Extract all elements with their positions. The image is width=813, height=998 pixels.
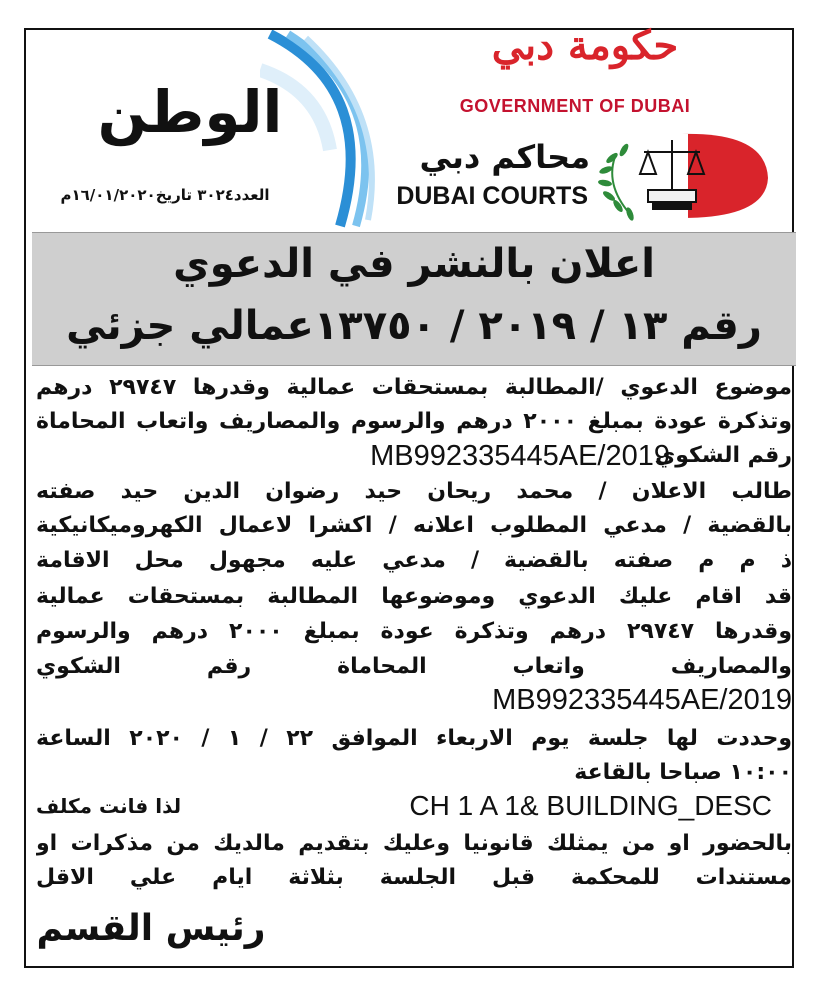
body-line: ١٠:٠٠ صباحا بالقاعة [574,760,792,785]
al-watan-newspaper-logo: الوطن [97,78,283,146]
body-line: وقدرها ٢٩٧٤٧ درهم وتذكرة عودة بمبلغ ٢٠٠٠ درهم والرسوم [36,619,792,644]
body-line: طالب الاعلان / محمد ريحان حيد رضوان الدين حيد صفته [36,479,792,504]
notice-title: اعلان بالنشر في الدعوي [173,241,655,287]
hall-row [36,790,792,822]
body-line: وحددت لها جلسة يوم الاربعاء الموافق ٢٢ / ١ / ٢٠٢٠ الساعة [36,726,792,751]
dubai-courts-english: DUBAI COURTS [396,182,588,210]
body-line: بالقضية / مدعي المطلوب اعلانه / اكشرا لاعمال الكهروميكانيكية [36,513,792,538]
complaint-number-row [36,440,792,472]
case-number: رقم ١٣ / ٢٠١٩ / ١٣٧٥٠عمالي جزئي [66,303,762,349]
complaint-number: MB992335445AE/2019 [370,440,670,472]
body-line: ذ م م صفته بالقضية / مدعي عليه مجهول محل الاقامة [36,548,792,573]
dubai-courts-arabic: محاكم دبي [419,138,590,176]
obligation-text: لذا فانت مكلف [36,794,182,818]
body-line: وتذكرة عودة بمبلغ ٢٠٠٠ درهم والرسوم والمصاريف واتعاب المحاماة [36,409,792,434]
hall-code: CH 1 A 1& BUILDING_DESC [409,790,772,821]
government-of-dubai-english: GOVERNMENT OF DUBAI [459,96,691,116]
body-line: والمصاريف واتعاب المحاماة رقم الشكوي [36,654,792,679]
dubai-courts-scales-icon [596,128,776,222]
body-line: مستندات للمحكمة قبل الجلسة بثلاثة ايام علي الاقل [36,865,792,890]
body-line: قد اقام عليك الدعوي وموضوعها المطالبة بمستحقات عمالية [36,584,792,609]
issue-number-date: العدد٣٠٢٤ تاريخ١٦/٠١/٢٠٢٠م [60,186,270,204]
complaint-number-label: رقم الشكوي [655,443,792,468]
body-line: موضوع الدعوي /المطالبة بمستحقات عمالية وقدرها ٢٩٧٤٧ درهم [36,375,792,400]
body-line: بالحضور او من يمثلك قانونيا وعليك بتقديم مالديك من مذكرات او [36,831,792,856]
government-of-dubai-arabic-logo: حكومة دبي [491,22,679,69]
notice-title-box [32,232,796,366]
complaint-number: MB992335445AE/2019 [492,684,792,716]
signature-title: رئيس القسم [36,908,266,949]
